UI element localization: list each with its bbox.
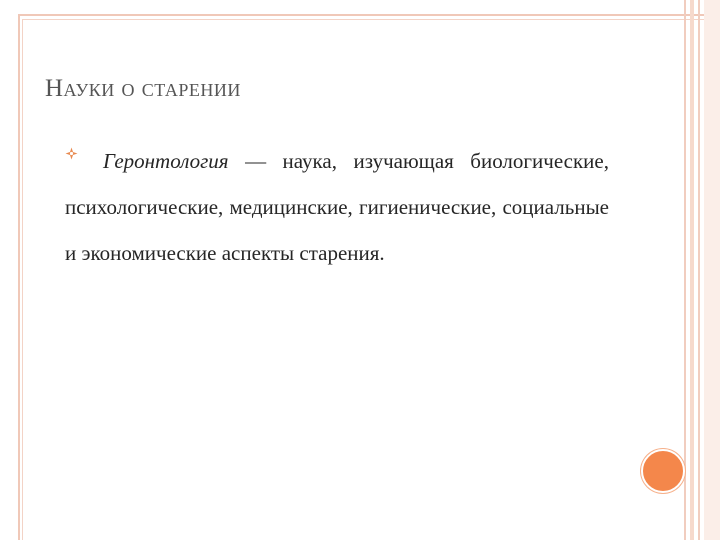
right-band-line (698, 0, 700, 540)
right-band-stripe (690, 0, 694, 540)
bullet-text: — наука, изучающая биологические, психологические, медицинские, гигиенические, социальные и экономические аспекты старения. (65, 149, 609, 265)
slide-title: Науки о старении (45, 75, 241, 102)
bullet-term: Геронтология (103, 149, 229, 173)
right-band-line (684, 0, 686, 540)
orange-circle-decoration (641, 449, 685, 493)
bullet-paragraph (65, 138, 609, 276)
right-band-fill (704, 0, 720, 540)
